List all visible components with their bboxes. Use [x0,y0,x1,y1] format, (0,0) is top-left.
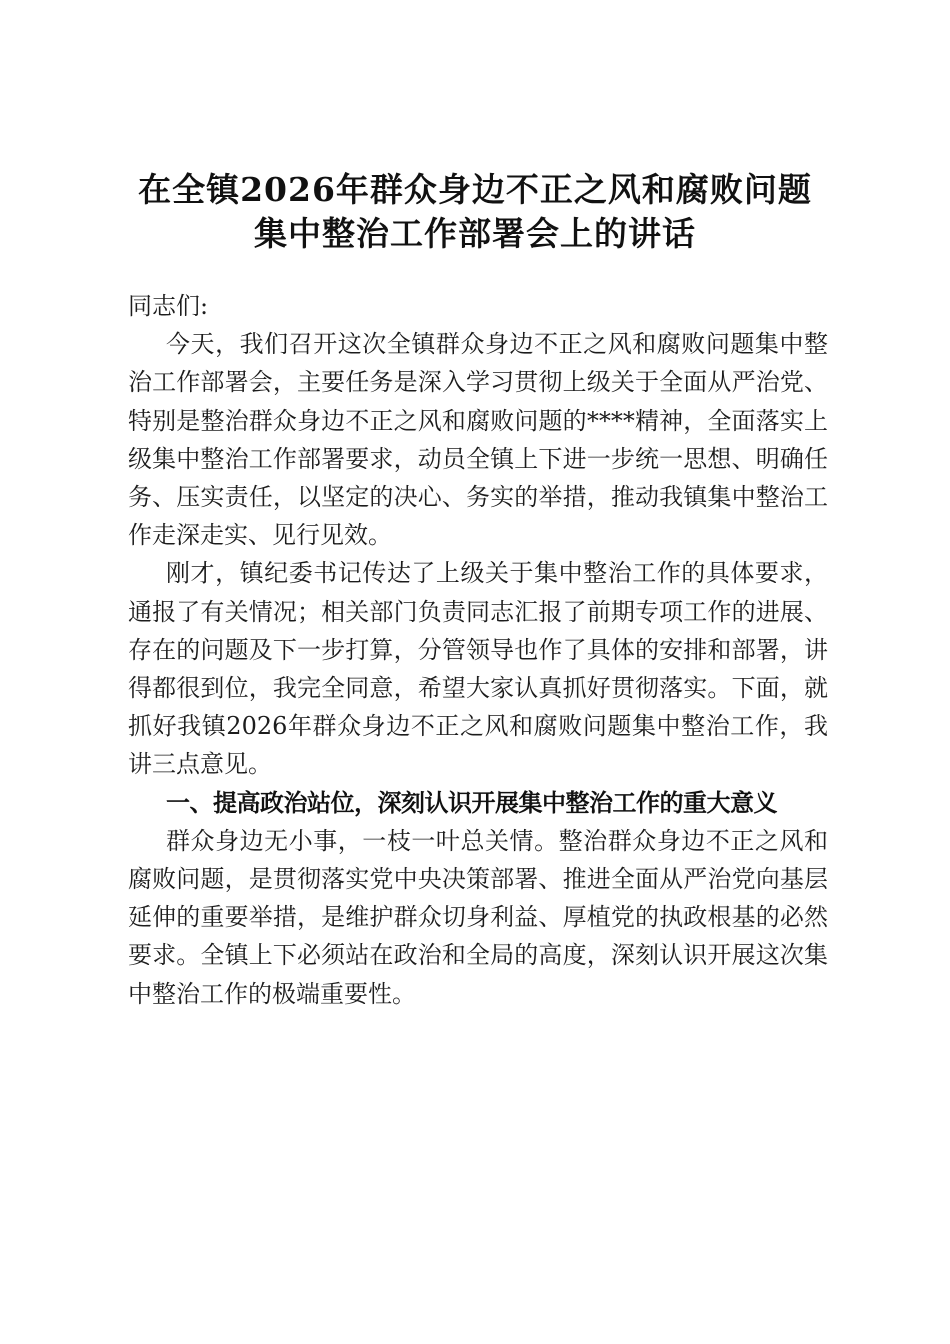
document-body [128,287,828,1013]
title-line-2: 集中整治工作部署会上的讲话 [254,214,696,253]
paragraph-opening: 今天，我们召开这次全镇群众身边不正之风和腐败问题集中整治工作部署会，主要任务是深入学习贯彻上级关于全面从严治党、特别是整治群众身边不正之风和腐败问题的****精神，全面落实上级集中整治工作部署要求，动员全镇上下进一步统一思想、明确任务、压实责任，以坚定的决心、务实的举措，推动我镇集中整治工作走深走实、见行见效。 [128,330,828,550]
section-heading-1: 一、提高政治站位，深刻认识开展集中整治工作的重大意义 [166,787,777,817]
section-1-paragraph: 群众身边无小事，一枝一叶总关情。整治群众身边不正之风和腐败问题，是贯彻落实党中央决策部署、推进全面从严治党向基层延伸的重要举措，是维护群众切身利益、厚植党的执政根基的必然要求。全镇上下必须站在政治和全局的高度，深刻认识开展这次集中整治工作的极端重要性。 [128,826,828,1008]
document-title [110,168,840,256]
title-line-1: 在全镇2026年群众身边不正之风和腐败问题 [138,170,812,209]
paragraph-review: 刚才，镇纪委书记传达了上级关于集中整治工作的具体要求，通报了有关情况；相关部门负责同志汇报了前期专项工作的进展、存在的问题及下一步打算，分管领导也作了具体的安排和部署，讲得都很到位，我完全同意，希望大家认真抓好贯彻落实。下面，就抓好我镇2026年群众身边不正之风和腐败问题集中整治工作，我讲三点意见。 [128,559,828,779]
greeting: 同志们: [128,292,209,320]
